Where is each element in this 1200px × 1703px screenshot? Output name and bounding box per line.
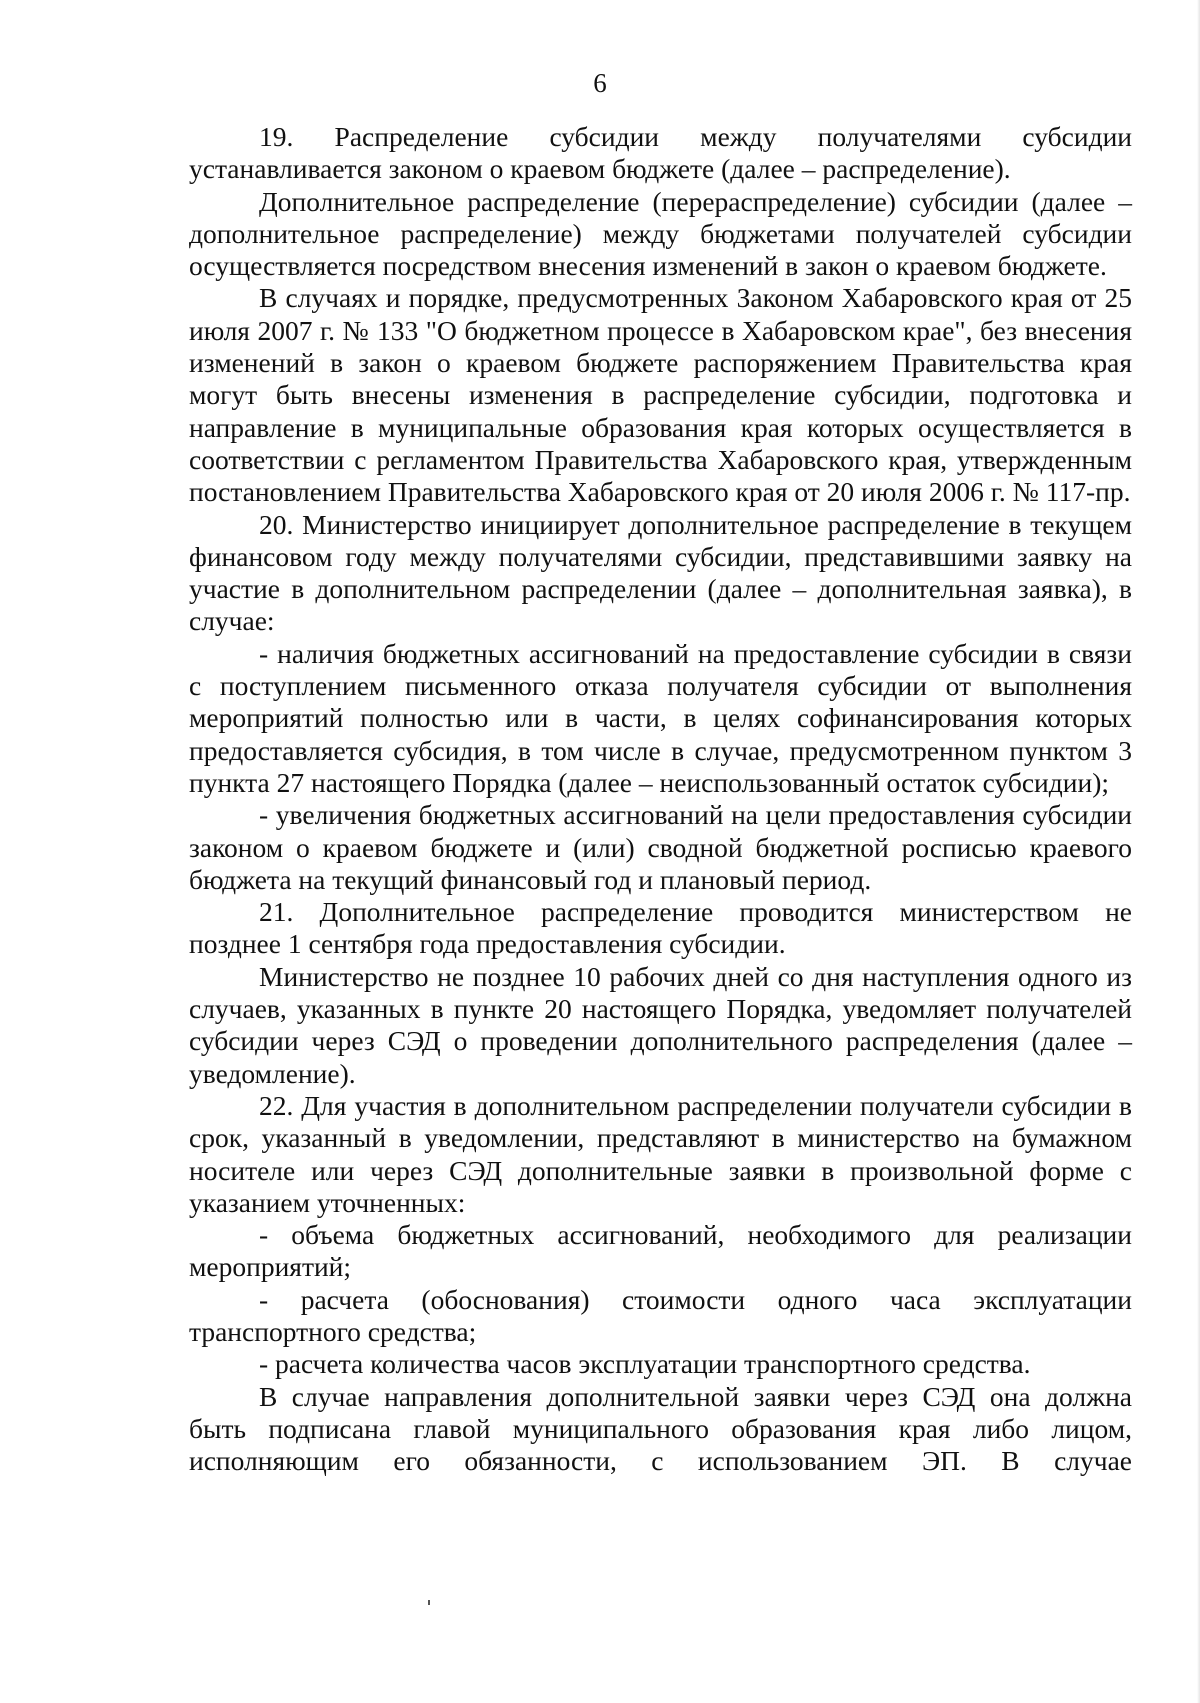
- scan-speck: [428, 1600, 430, 1605]
- paragraph-notification: Министерство не позднее 10 рабочих дней со дня наступления одного из случаев, указанных в пункте 20 настоящего Порядка, уведомляет получателей субсидии через СЭД о проведении дополнительного распределения (далее – уведомление).: [189, 960, 1132, 1089]
- paragraph-law-reference: В случаях и порядке, предусмотренных Законом Хабаровского края от 25 июля 2007 г. № 133 "О бюджетном процессе в Хабаровском крае", без внесения изменений в закон о краевом бюджете распоряжением Правительства края могут быть внесены изменения в распределение субсидии, подготовка и направление в муниципальные образования края которых осуществляется в соответствии с регламентом Правительства Хабаровского края, утвержденным постановлением Правительства Хабаровского края от 20 июля 2006 г. № 117-пр.: [189, 282, 1132, 508]
- list-item-unused-balance: - наличия бюджетных ассигнований на предоставление субсидии в связи с поступлением письменного отказа получателя субсидии от выполнения мероприятий полностью или в части, в целях софинансирования которых предоставляется субсидия, в том числе в случае, предусмотренном пунктом 3 пункта 27 настоящего Порядка (далее – неиспользованный остаток субсидии);: [189, 637, 1132, 798]
- paragraph-22-participation: 22. Для участия в дополнительном распределении получатели субсидии в срок, указанный в уведомлении, представляют в министерство на бумажном носителе или через СЭД дополнительные заявки в произвольной форме с указанием уточненных:: [189, 1089, 1132, 1218]
- list-item-increase-allocations: - увеличения бюджетных ассигнований на цели предоставления субсидии законом о краевом бюджете и (или) сводной бюджетной росписью краевого бюджета на текущий финансовый год и плановый период.: [189, 799, 1132, 895]
- paragraph-20-ministry-initiates: 20. Министерство инициирует дополнительное распределение в текущем финансовом году между получателями субсидии, представившими заявку на участие в дополнительном распределении (далее – дополнительная заявка), в случае:: [189, 508, 1132, 637]
- list-item-hours-count: - расчета количества часов эксплуатации транспортного средства.: [259, 1348, 1031, 1380]
- paragraph-19-distribution: 19. Распределение субсидии между получателями субсидии устанавливается законом о краевом бюджете (далее – распределение).: [189, 121, 1132, 185]
- document-body: [189, 121, 1132, 1477]
- list-item-allocation-volume: - объема бюджетных ассигнований, необходимого для реализации мероприятий;: [189, 1219, 1132, 1283]
- paragraph-additional-distribution: Дополнительное распределение (перераспределение) субсидии (далее – дополнительное распределение) между бюджетами получателей субсидии осуществляется посредством внесения изменений в закон о краевом бюджете.: [189, 185, 1132, 282]
- paragraph-21-deadline: 21. Дополнительное распределение проводится министерством не позднее 1 сентября года предоставления субсидии.: [189, 896, 1132, 960]
- list-item-hour-cost: - расчета (обоснования) стоимости одного часа эксплуатации транспортного средства;: [189, 1283, 1132, 1347]
- page-number: 6: [593, 68, 607, 98]
- paragraph-signature-requirement: В случае направления дополнительной заявки через СЭД она должна быть подписана главой муниципального образования края либо лицом, исполняющим его обязанности, с использованием ЭП. В случае: [189, 1380, 1132, 1477]
